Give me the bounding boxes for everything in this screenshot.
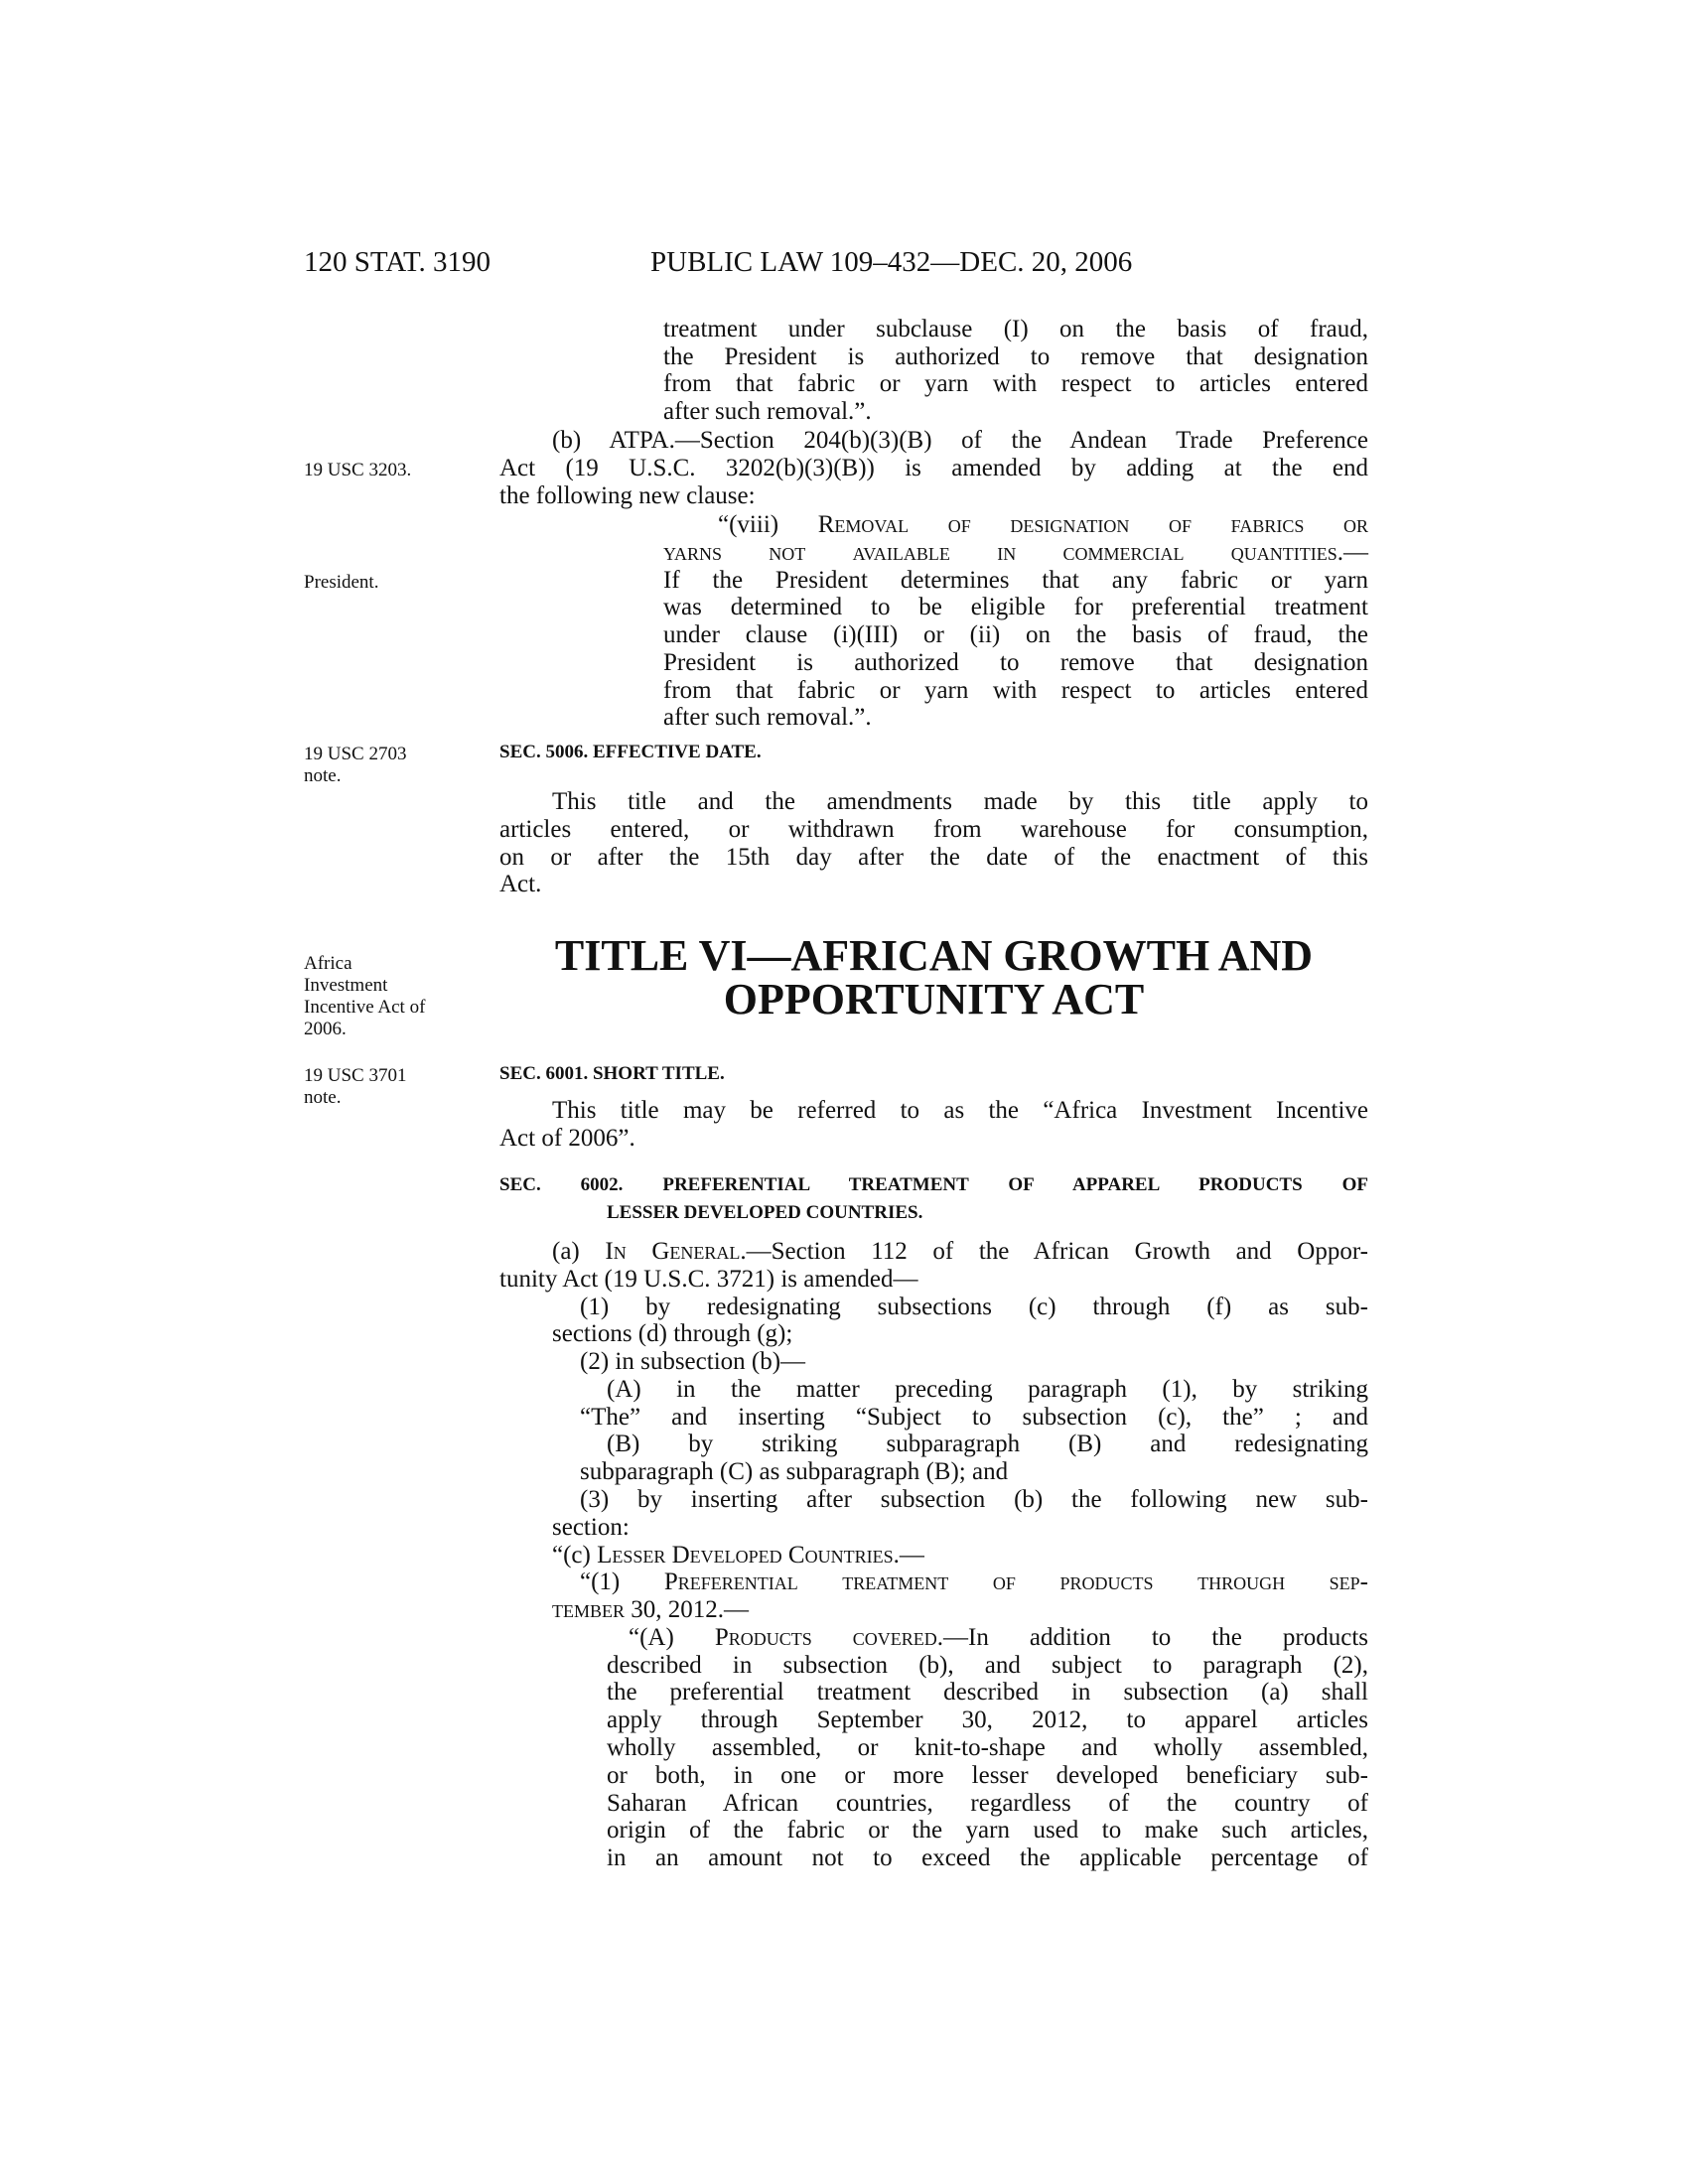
text: SEC. 6002. PREFERENTIAL TREATMENT OF APPAREL PRODUCTS OF: [499, 1174, 1368, 1195]
text: tunity Act (19 U.S.C. 3721) is amended—: [499, 1266, 918, 1293]
margin-note-africa-act: [304, 953, 425, 1040]
body-line: [607, 1679, 1368, 1706]
text: —: [724, 1596, 750, 1623]
body-line: [499, 482, 1368, 510]
body-line: [580, 1348, 1368, 1376]
body-line: [499, 1125, 1368, 1153]
margin-note-line: Africa: [304, 953, 352, 974]
text: the President is authorized to remove that designation: [663, 343, 1368, 370]
text: (B) by striking subparagraph (B) and redesignating: [607, 1431, 1368, 1457]
text: (1) by redesignating subsections (c) through (f) as sub-: [580, 1294, 1368, 1320]
text: after such removal.”.: [663, 704, 872, 731]
margin-note-line: Incentive Act of: [304, 997, 426, 1018]
text: —: [899, 1542, 924, 1569]
margin-note-line: 19 USC 2703: [304, 744, 407, 764]
body-line: [552, 1238, 1368, 1266]
margin-note-19-usc-2703: [304, 744, 406, 787]
text: or both, in one or more lesser developed beneficiary sub-: [607, 1762, 1368, 1789]
text: wholly assembled, or knit-to-shape and wholly assembled,: [607, 1734, 1368, 1761]
margin-note-line: note.: [304, 765, 342, 786]
subsection-heading: Lesser Developed Countries.: [597, 1542, 900, 1569]
text: articles entered, or withdrawn from warehouse for consumption,: [499, 816, 1368, 843]
body-line: [552, 1320, 1368, 1348]
text: (A) in the matter preceding paragraph (1), by striking: [607, 1376, 1368, 1403]
body-line: [580, 1458, 1368, 1486]
body-line: [607, 1652, 1368, 1680]
body-line: [552, 1542, 1368, 1570]
text: (3) by inserting after subsection (b) the following new sub-: [580, 1486, 1368, 1513]
body-line: [499, 871, 1368, 898]
text: sections (d) through (g);: [552, 1320, 793, 1347]
body-line: [663, 704, 1368, 732]
text: (2) in subsection (b)—: [580, 1348, 806, 1375]
text: the following new clause:: [499, 482, 756, 509]
title-heading-line: OPPORTUNITY ACT: [723, 975, 1145, 1024]
text: —Section 112 of the African Growth and Oppor-: [746, 1238, 1368, 1265]
text: Act.: [499, 871, 542, 897]
margin-note-19-usc-3701: [304, 1065, 406, 1109]
body-line: [663, 567, 1368, 595]
body-line: [580, 1486, 1368, 1514]
text: (b) ATPA.—Section 204(b)(3)(B) of the Andean Trade Preference: [552, 427, 1368, 454]
text: “(1): [580, 1569, 664, 1595]
title-heading-line: TITLE VI—AFRICAN GROWTH AND: [554, 931, 1314, 980]
body-line: [607, 1431, 1368, 1458]
clause-heading: yarns not available in commercial quantities.: [663, 539, 1343, 566]
text: in an amount not to exceed the applicable percentage of: [607, 1844, 1368, 1871]
body-line: [580, 1569, 1368, 1596]
text: described in subsection (b), and subject to paragraph (2),: [607, 1652, 1368, 1679]
text: (a): [552, 1238, 606, 1265]
text: Saharan African countries, regardless of the country of: [607, 1790, 1368, 1817]
text: from that fabric or yarn with respect to articles entered: [663, 370, 1368, 397]
body-line: [607, 1817, 1368, 1844]
text: President is authorized to remove that designation: [663, 649, 1368, 676]
body-line: [552, 427, 1368, 455]
body-line: [663, 649, 1368, 677]
margin-note-president: President.: [304, 572, 379, 593]
text: Act of 2006”.: [499, 1125, 635, 1152]
paragraph-heading: Preferential treatment of products through sep-: [663, 1569, 1368, 1595]
text: This title may be referred to as the “Africa Investment Incentive: [552, 1097, 1368, 1124]
body-line: [552, 1596, 1368, 1624]
margin-note-line: 19 USC 3701: [304, 1065, 407, 1086]
text: after such removal.”.: [663, 398, 872, 425]
body-line: [580, 1294, 1368, 1321]
margin-note-line: Investment: [304, 975, 388, 996]
text: “(c): [552, 1542, 598, 1569]
text: “(viii): [718, 511, 818, 538]
text: from that fabric or yarn with respect to articles entered: [663, 677, 1368, 704]
text: This title and the amendments made by this title apply to: [552, 788, 1368, 815]
text: under clause (i)(III) or (ii) on the basis of fraud, the: [663, 621, 1368, 648]
body-line: [663, 343, 1368, 371]
body-line: [663, 594, 1368, 621]
body-line: [663, 316, 1368, 343]
text: on or after the 15th day after the date of the enactment of this: [499, 844, 1368, 871]
body-line: [663, 677, 1368, 705]
body-line: [607, 1376, 1368, 1404]
text: Act (19 U.S.C. 3202(b)(3)(B)) is amended by adding at the end: [499, 455, 1368, 481]
body-line: [663, 539, 1368, 567]
body-line: [663, 621, 1368, 649]
body-line: [663, 398, 1368, 426]
body-line: [663, 370, 1368, 398]
body-line: [580, 1404, 1368, 1432]
section-heading-6002-cont: LESSER DEVELOPED COUNTRIES.: [607, 1202, 923, 1223]
margin-note-19-usc-3203: 19 USC 3203.: [304, 460, 412, 480]
text: section:: [552, 1514, 630, 1541]
text: subparagraph (C) as subparagraph (B); and: [580, 1458, 1009, 1485]
body-line: [499, 455, 1368, 482]
body-line: [607, 1762, 1368, 1790]
body-line: [499, 816, 1368, 844]
section-heading-6001: SEC. 6001. SHORT TITLE.: [499, 1063, 725, 1084]
body-line: [629, 1624, 1368, 1652]
text: treatment under subclause (I) on the basis of fraud,: [663, 316, 1368, 342]
text: If the President determines that any fabric or yarn: [663, 567, 1368, 594]
paragraph-heading: tember 30, 2012.: [552, 1596, 725, 1623]
text: “The” and inserting “Subject to subsection (c), the” ; and: [580, 1404, 1368, 1431]
body-line: [607, 1706, 1368, 1734]
body-line: [607, 1844, 1368, 1872]
margin-note-line: note.: [304, 1087, 342, 1108]
text: origin of the fabric or the yarn used to make such articles,: [607, 1817, 1368, 1843]
body-line: [499, 844, 1368, 872]
text: the preferential treatment described in subsection (a) shall: [607, 1679, 1368, 1706]
running-header-law: PUBLIC LAW 109–432—DEC. 20, 2006: [650, 246, 1133, 278]
text: —In addition to the products: [943, 1624, 1369, 1651]
body-line: [552, 1097, 1368, 1125]
margin-note-line: 2006.: [304, 1019, 347, 1039]
text: “(A): [629, 1624, 715, 1651]
body-line: [607, 1734, 1368, 1762]
body-line: [552, 788, 1368, 816]
body-line: [552, 1514, 1368, 1542]
page-stat-reference: 120 STAT. 3190: [304, 246, 492, 278]
subparagraph-heading: Products covered.: [714, 1624, 944, 1651]
body-line: [607, 1790, 1368, 1818]
section-heading-6002: [499, 1171, 1368, 1199]
clause-heading: Removal of designation of fabrics or: [817, 511, 1368, 538]
section-heading-5006: SEC. 5006. EFFECTIVE DATE.: [499, 742, 762, 762]
text: apply through September 30, 2012, to apparel articles: [607, 1706, 1368, 1733]
body-line: [718, 511, 1368, 539]
text: —: [1343, 539, 1368, 566]
text: was determined to be eligible for preferential treatment: [663, 594, 1368, 620]
subsection-heading: In General.: [605, 1238, 747, 1265]
body-line: [499, 1266, 1368, 1294]
